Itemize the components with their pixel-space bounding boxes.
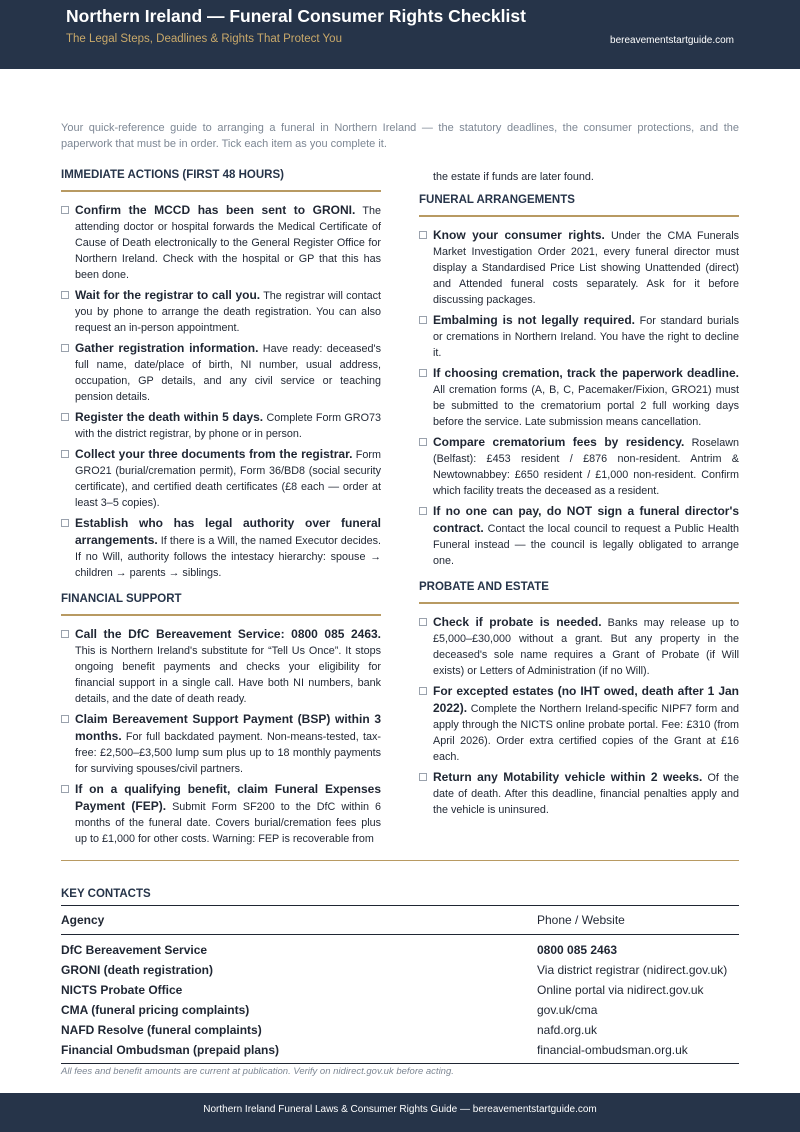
fep-continuation-text: the estate if funds are later found. xyxy=(433,171,594,183)
section-heading-financial: FINANCIAL SUPPORT xyxy=(61,593,381,616)
checklist-item-text: Under the CMA Funerals Market Investigation Order 2021, every funeral director must display a Standardised Price List showing Unattended (direct) and Attended funeral costs separately. Ask for it before discussing packages. xyxy=(433,230,740,306)
page-footer xyxy=(0,1093,800,1132)
checklist-item-text: This is Northern Ireland's substitute for “Tell Us Once”. It stops ongoing benefit payments and checks your eligibility for financial support in a single call. Have both NI numbers, bank details, and the date of death ready. xyxy=(75,645,381,705)
agency-cell: DfC Bereavement Service xyxy=(61,943,208,957)
column-header-agency: Agency xyxy=(61,906,537,935)
checklist-probate xyxy=(419,614,739,818)
checkbox[interactable] xyxy=(419,369,427,377)
checkbox[interactable] xyxy=(419,316,427,324)
table-row xyxy=(61,1000,739,1020)
contact-cell[interactable]: Online portal via nidirect.gov.uk xyxy=(537,983,704,997)
checklist-item xyxy=(61,446,381,511)
checklist-item xyxy=(61,626,381,707)
checklist-item xyxy=(419,365,739,430)
checklist-item xyxy=(419,312,739,361)
checklist-item-title: Claim Bereavement Support Payment (BSP) within 3 months. xyxy=(75,712,381,743)
checklist-item-text: The attending doctor or hospital forwards the Medical Certificate of Cause of Death electronically to the General Register Office for Northern Ireland. Check with the hospital or GP that this has been done. xyxy=(75,205,381,281)
checklist-item-title: Establish who has legal authority over funeral arrangements. xyxy=(75,516,381,547)
checklist-item-text: The registrar will contact you by phone to arrange the death registration. You can also request an in-person appointment. xyxy=(75,290,381,334)
checklist-item-title: If no one can pay, do NOT sign a funeral director's contract. xyxy=(433,504,739,535)
contact-cell[interactable]: financial-ombudsman.org.uk xyxy=(537,1040,739,1064)
checkbox[interactable] xyxy=(419,618,427,626)
checklist-item-text: Form GRO21 (burial/cremation permit), Form 36/BD8 (social security certificate), and certified death certificates (£8 each — order at least 3–5 copies). xyxy=(75,449,381,509)
checklist-item-title: Gather registration information. xyxy=(75,341,259,355)
agency-cell: NICTS Probate Office xyxy=(61,983,183,997)
checklist-item-title: If choosing cremation, track the paperwork deadline. xyxy=(433,366,739,380)
checklist-item xyxy=(419,227,739,308)
checklist-item xyxy=(61,287,381,336)
agency-cell: NAFD Resolve (funeral complaints) xyxy=(61,1023,262,1037)
table-row xyxy=(61,980,739,1000)
checkbox[interactable] xyxy=(61,291,69,299)
checklist-item-text: Contact the local council to request a Public Health Funeral instead — the council is legally obligated to arrange one. xyxy=(433,523,740,567)
contact-cell[interactable]: 0800 085 2463 xyxy=(537,943,618,957)
checklist-item xyxy=(61,781,381,847)
contact-cell[interactable]: nafd.org.uk xyxy=(537,1023,598,1037)
column-header-phone-website: Phone / Website xyxy=(537,906,739,935)
checklist-financial xyxy=(61,626,381,847)
checklist-item-title: Collect your three documents from the registrar. xyxy=(75,447,353,461)
section-heading-immediate: IMMEDIATE ACTIONS (FIRST 48 HOURS) xyxy=(61,169,381,192)
checklist-item xyxy=(61,409,381,442)
agency-cell: Financial Ombudsman (prepaid plans) xyxy=(61,1040,537,1064)
checkbox[interactable] xyxy=(61,519,69,527)
checklist-item-text: For full backdated payment. Non-means-tested, tax-free: £2,500–£3,500 lump sum plus up to 18 monthly payments for surviving spouses/civil partners. xyxy=(75,731,382,775)
checklist-item-title: If on a qualifying benefit, claim Funeral Expenses Payment (FEP). xyxy=(75,782,381,813)
checklist-item xyxy=(419,434,739,499)
checklist-item-title: Register the death within 5 days. xyxy=(75,410,264,424)
table-row xyxy=(61,1040,739,1064)
checklist-immediate xyxy=(61,202,381,581)
checklist-item-text: For standard burials or cremations in Northern Ireland. You have the right to decline it. xyxy=(433,315,739,359)
table-row xyxy=(61,935,739,961)
checkbox[interactable] xyxy=(61,206,69,214)
checklist-item-text: Submit Form SF200 to the DfC within 6 months of the funeral date. Covers burial/cremation fees plus up to £1,000 for other costs. Warning: FEP is recoverable from xyxy=(75,801,381,845)
key-contacts-table xyxy=(61,905,739,1064)
checkbox[interactable] xyxy=(419,773,427,781)
footer-text: Northern Ireland Funeral Laws & Consumer Rights Guide — bereavementstartguide.com xyxy=(203,1104,597,1115)
checklist-item-text: Of the date of death. After this deadline, financial penalties apply and the vehicle is uninsured. xyxy=(433,772,739,816)
checkbox[interactable] xyxy=(419,507,427,515)
right-column xyxy=(419,169,739,822)
checklist-item xyxy=(61,202,381,283)
checklist-item-text: Have ready: deceased's full name, date/place of birth, NI number, usual address, occupation, GP details, and any civil service or teaching pension details. xyxy=(75,343,382,403)
table-row xyxy=(61,960,739,980)
section-heading-funeral: FUNERAL ARRANGEMENTS xyxy=(419,194,739,217)
section-divider xyxy=(61,860,739,861)
checklist-item-title: Return any Motability vehicle within 2 weeks. xyxy=(433,770,703,784)
checkbox[interactable] xyxy=(61,344,69,352)
table-row xyxy=(61,1020,739,1040)
checkbox[interactable] xyxy=(61,785,69,793)
checklist-funeral xyxy=(419,227,739,569)
left-column xyxy=(61,169,381,851)
checkbox[interactable] xyxy=(61,630,69,638)
checklist-item xyxy=(419,769,739,818)
checkbox[interactable] xyxy=(419,438,427,446)
agency-cell: GRONI (death registration) xyxy=(61,963,214,977)
checkbox[interactable] xyxy=(419,231,427,239)
checklist-item-text: Banks may release up to £5,000–£30,000 without a grant. But any property in the deceased's sole name requires a Grant of Probate (if Will exists) or Letters of Administration (if no Will). xyxy=(433,617,739,677)
checklist-item xyxy=(61,711,381,777)
checklist-item-title: Compare crematorium fees by residency. xyxy=(433,435,685,449)
contact-cell[interactable]: gov.uk/cma xyxy=(537,1003,598,1017)
checklist-item xyxy=(61,340,381,405)
checklist-item-text: If there is a Will, the named Executor decides. If no Will, authority follows the intestacy hierarchy: spouse → children → parents → siblings. xyxy=(75,535,382,579)
checklist-item xyxy=(419,503,739,569)
checkbox[interactable] xyxy=(61,715,69,723)
checklist-item-title: For excepted estates (no IHT owed, death after 1 Jan 2022). xyxy=(433,684,739,715)
checklist-item xyxy=(419,614,739,679)
checkbox[interactable] xyxy=(61,450,69,458)
contact-cell[interactable]: Via district registrar (nidirect.gov.uk) xyxy=(537,963,728,977)
checklist-item-title: Confirm the MCCD has been sent to GRONI. xyxy=(75,203,356,217)
checklist-item-title: Embalming is not legally required. xyxy=(433,313,635,327)
checklist-item-title: Wait for the registrar to call you. xyxy=(75,288,261,302)
checklist-item xyxy=(419,683,739,765)
key-contacts-heading: KEY CONTACTS xyxy=(61,888,151,900)
page-header xyxy=(0,0,800,69)
page-subtitle: The Legal Steps, Deadlines & Rights That Protect You xyxy=(66,33,342,45)
checkbox[interactable] xyxy=(419,687,427,695)
checklist-item xyxy=(61,515,381,581)
checklist-item-text: All cremation forms (A, B, C, Pacemaker/Fixion, GRO21) must be submitted to the crematorium portal 2 full working days before the service. Late submission means cancellation. xyxy=(433,384,739,428)
checklist-item-text: Roselawn (Belfast): £453 resident / £876 non-resident. Antrim & Newtownabbey: £650 resident / £1,000 non-resident. Confirm which facility treats the deceased as a resident. xyxy=(433,437,740,497)
checklist-item-title: Call the DfC Bereavement Service: 0800 085 2463. xyxy=(75,627,381,641)
checklist-item-text: Complete Form GRO73 with the district registrar, by phone or in person. xyxy=(75,412,382,440)
fees-disclaimer-note: All fees and benefit amounts are current at publication. Verify on nidirect.gov.uk before acting. xyxy=(61,1066,454,1077)
checklist-item-text: Complete the Northern Ireland-specific NIPF7 form and apply through the NICTS online probate portal. Fee: £310 (from April 2026). Order extra certified copies of the Grant at £16 each. xyxy=(433,703,739,763)
page-title: Northern Ireland — Funeral Consumer Rights Checklist xyxy=(66,6,526,26)
checklist-item-title: Know your consumer rights. xyxy=(433,228,605,242)
table-header-row xyxy=(61,906,739,935)
header-site-link[interactable]: bereavementstartguide.com xyxy=(610,35,734,46)
agency-cell: CMA (funeral pricing complaints) xyxy=(61,1003,250,1017)
section-heading-probate: PROBATE AND ESTATE xyxy=(419,581,739,604)
intro-text: Your quick-reference guide to arranging a funeral in Northern Ireland — the statutory deadlines, the consumer protections, and the paperwork that must be in order. Tick each item as you complete it. xyxy=(61,122,739,150)
checkbox[interactable] xyxy=(61,413,69,421)
checklist-item-title: Check if probate is needed. xyxy=(433,615,602,629)
